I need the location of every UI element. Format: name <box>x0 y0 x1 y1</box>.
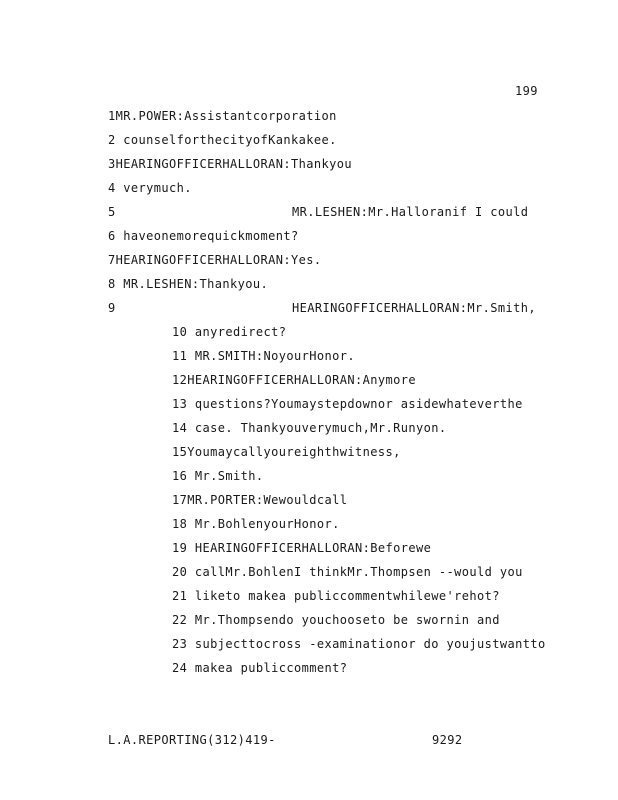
transcript-line-12: 12HEARINGOFFICERHALLORAN:Anymore <box>172 373 416 387</box>
transcript-line-19: 19 HEARINGOFFICERHALLORAN:Beforewe <box>172 541 432 555</box>
footer-phone-suffix: 9292 <box>432 733 463 747</box>
transcript-line-3: 3HEARINGOFFICERHALLORAN:Thankyou <box>108 157 352 171</box>
footer-reporter: L.A.REPORTING(312)419- <box>108 733 276 747</box>
transcript-line-16: 16 Mr.Smith. <box>172 469 264 483</box>
transcript-line-23: 23 subjecttocross -examinationor do youjustwantto <box>172 637 546 651</box>
transcript-line-2: 2 counselforthecityofKankakee. <box>108 133 337 147</box>
transcript-line-4: 4 verymuch. <box>108 181 192 195</box>
transcript-line-22: 22 Mr.Thompsendo youchooseto be swornin and <box>172 613 500 627</box>
transcript-line-5-text: MR.LESHEN:Mr.Halloranif I could <box>292 205 529 219</box>
transcript-line-7: 7HEARINGOFFICERHALLORAN:Yes. <box>108 253 322 267</box>
transcript-line-9-number: 9 <box>108 301 116 315</box>
transcript-line-10: 10 anyredirect? <box>172 325 287 339</box>
transcript-line-24: 24 makea publiccomment? <box>172 661 348 675</box>
transcript-line-1: 1MR.POWER:Assistantcorporation <box>108 109 337 123</box>
transcript-line-5-number: 5 <box>108 205 116 219</box>
transcript-line-15: 15Youmaycallyoureighthwitness, <box>172 445 401 459</box>
transcript-line-14: 14 case. Thankyouverymuch,Mr.Runyon. <box>172 421 447 435</box>
transcript-line-13: 13 questions?Youmaystepdownor asidewhateverthe <box>172 397 523 411</box>
transcript-line-11: 11 MR.SMITH:NoyourHonor. <box>172 349 355 363</box>
page-number: 199 <box>515 84 538 98</box>
transcript-line-20: 20 callMr.BohlenI thinkMr.Thompsen --would you <box>172 565 523 579</box>
transcript-line-6: 6 haveonemorequickmoment? <box>108 229 299 243</box>
transcript-line-17: 17MR.PORTER:Wewouldcall <box>172 493 348 507</box>
transcript-line-21: 21 liketo makea publiccommentwhilewe'rehot? <box>172 589 500 603</box>
transcript-line-8: 8 MR.LESHEN:Thankyou. <box>108 277 269 291</box>
transcript-line-18: 18 Mr.BohlenyourHonor. <box>172 517 340 531</box>
transcript-line-9-text: HEARINGOFFICERHALLORAN:Mr.Smith, <box>292 301 536 315</box>
